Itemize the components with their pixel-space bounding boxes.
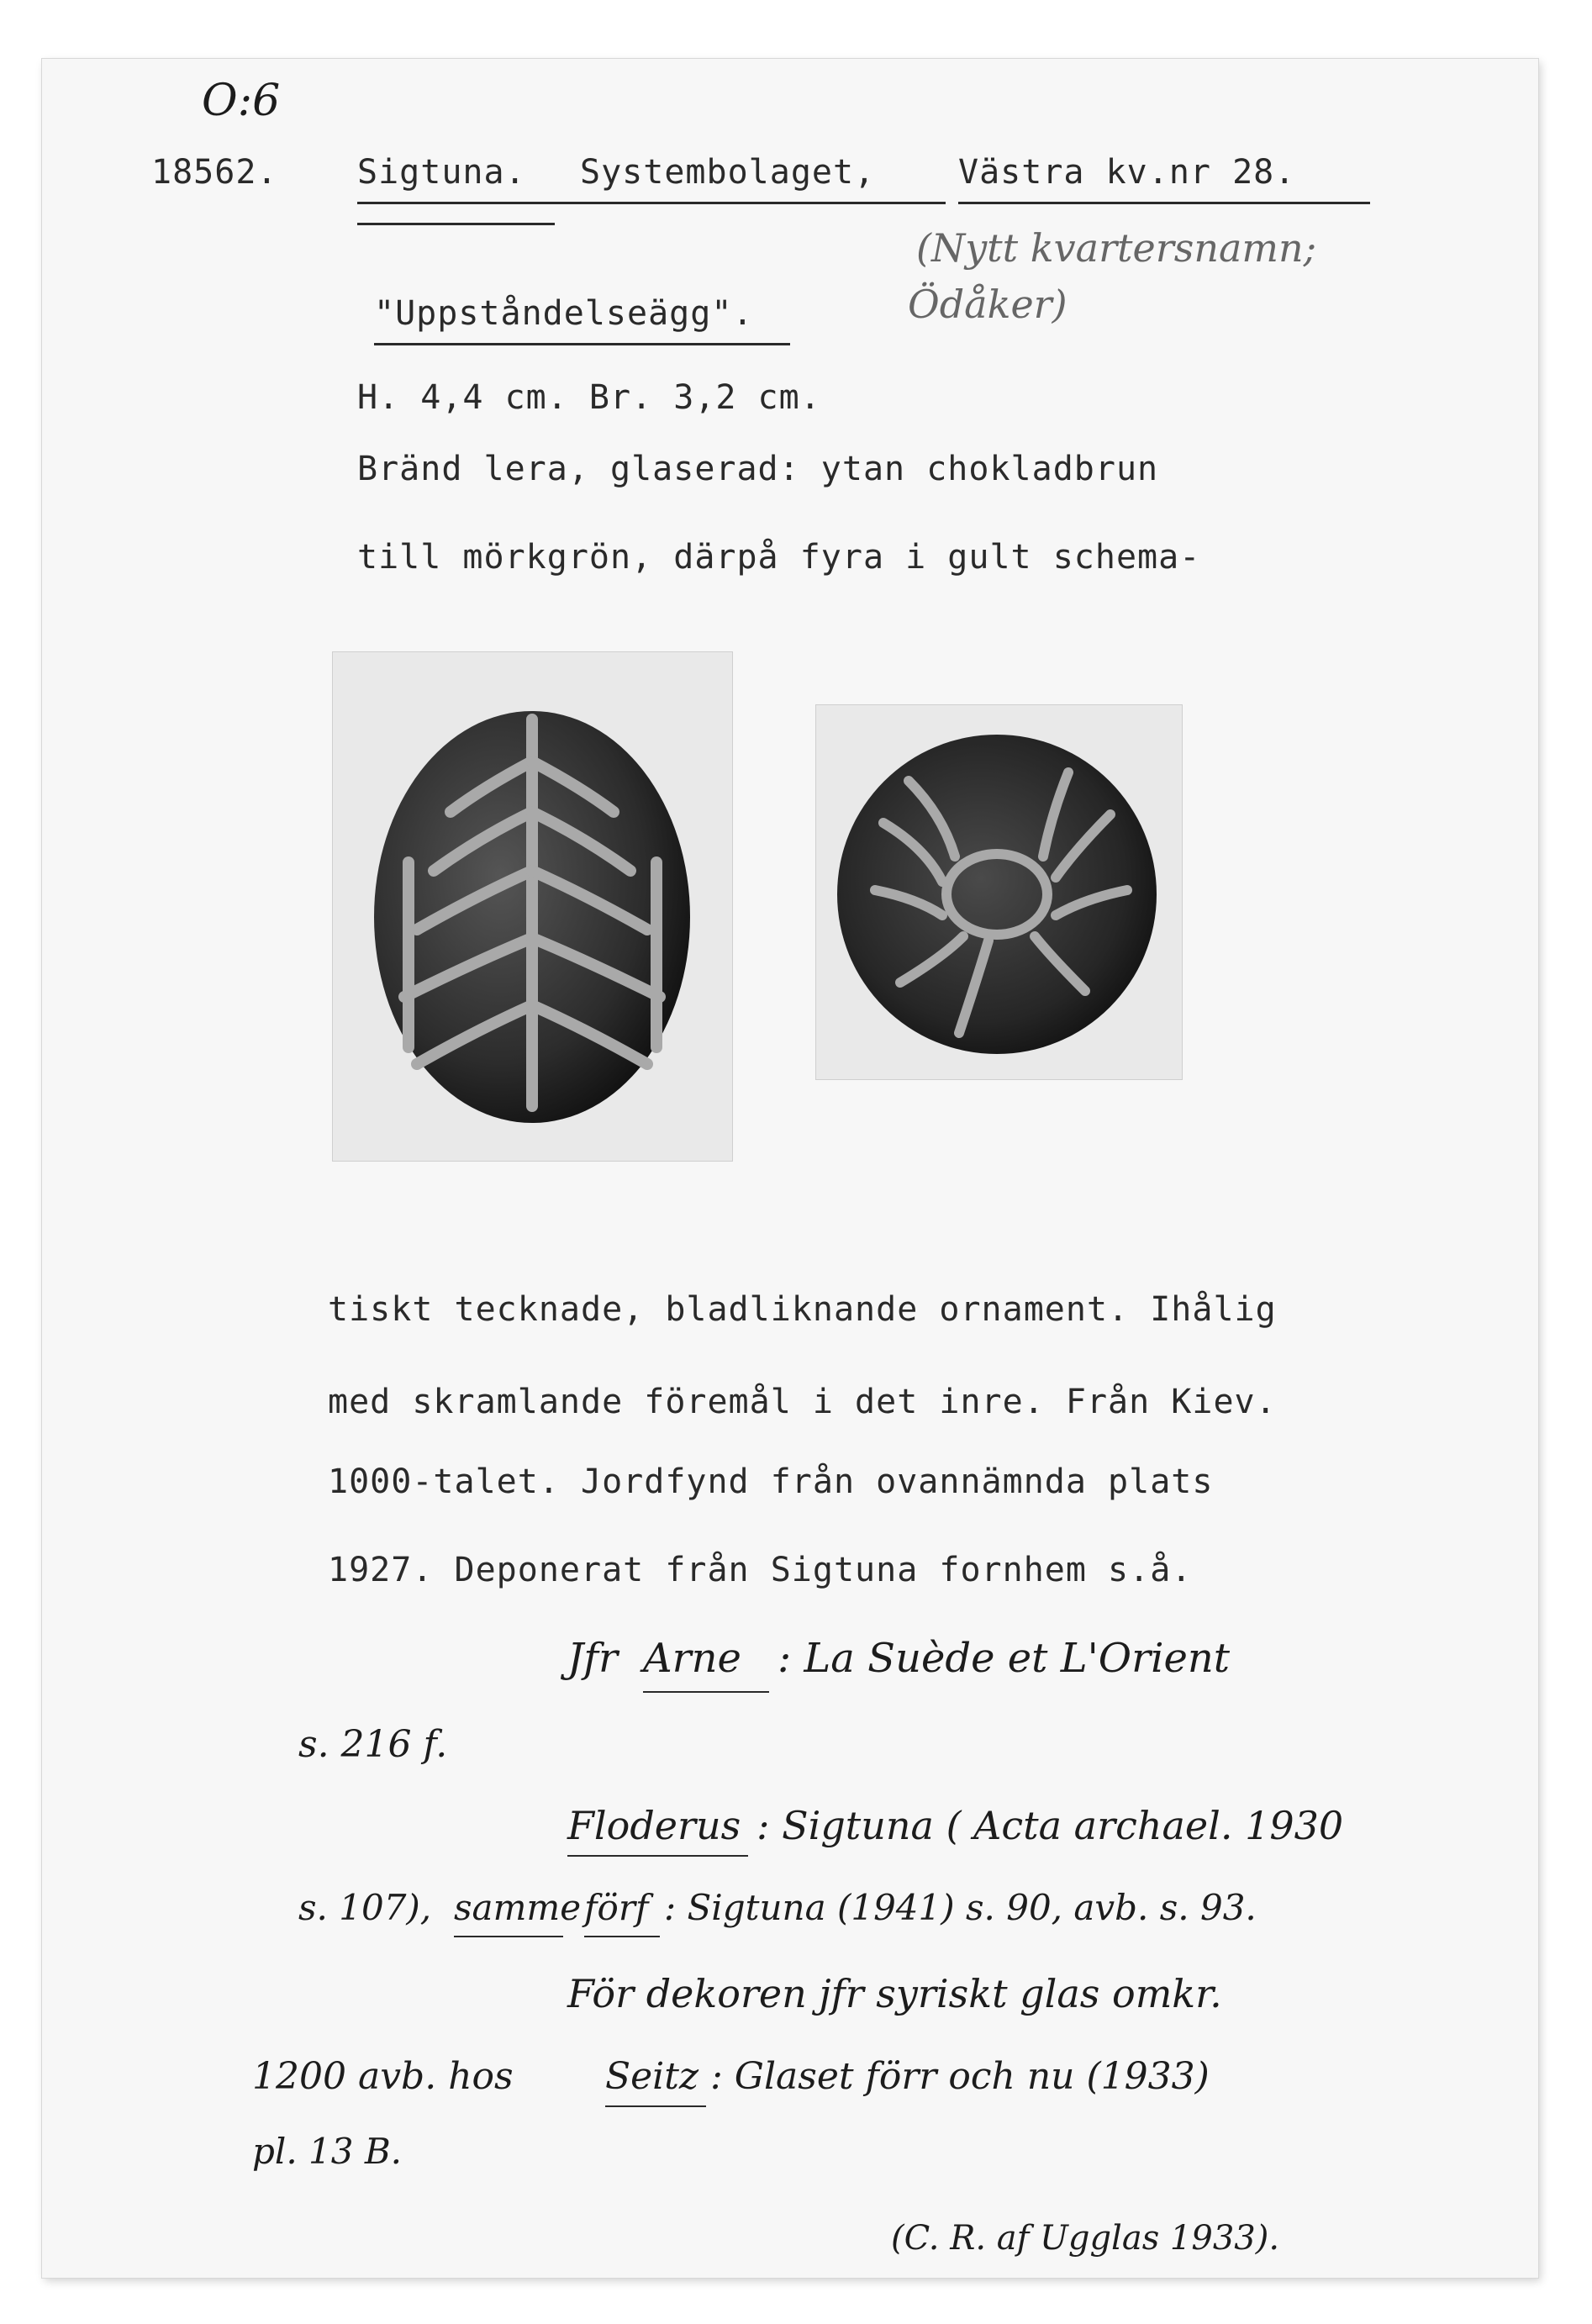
ref2-line2-b: samme [454,1887,582,1928]
ref1-author: Arne [643,1635,741,1682]
place-underline [357,223,555,225]
egg-top-drawing [816,705,1182,1079]
handnote-new-name: (Nytt kvartersnamn; [916,225,1317,271]
catalogue-number: 18562. [151,153,278,192]
egg-photo-side [332,651,733,1162]
deposit-line: 1927. Deponerat från Sigtuna fornhem s.å. [328,1551,1193,1589]
dimensions-line: H. 4,4 cm. Br. 3,2 cm. [357,378,821,417]
ref2-line2-d: : Sigtuna (1941) s. 90, avb. s. 93. [664,1887,1257,1928]
dating-line: 1000-talet. Jordfynd från ovannämnda plats [328,1462,1214,1501]
block-name: Västra kv.nr 28. [958,153,1296,192]
ref1-author-underline [643,1691,769,1693]
title-underline [374,343,790,345]
ref3-line3: pl. 13 B. [252,2131,403,2172]
ref3-line2-c: : Glaset förr och nu (1933) [710,2055,1210,2098]
ref2-title: : Sigtuna ( Acta archael. 1930 [756,1803,1344,1848]
ref3-line1: För dekoren jfr syriskt glas omkr. [567,1971,1222,2016]
ref1-page: s. 216 f. [298,1723,448,1766]
ref2-line2-a: s. 107), [298,1887,432,1928]
ornament-line: tiskt tecknade, bladliknande ornament. Ihålig [328,1290,1277,1329]
ref3-line2-a: 1200 avb. hos [252,2055,514,2098]
site-name: Systembolaget, [580,153,876,192]
ref1-prefix: Jfr [567,1635,618,1682]
ref3-seitz-underline [605,2105,706,2107]
material-line: Bränd lera, glaserad: ytan chokladbrun [357,450,1159,488]
ref2-author-underline [567,1855,748,1857]
ref3-line2-b: Seitz [605,2055,699,2098]
corner-code: O:6 [202,76,281,126]
object-title: "Uppståndelseägg". [374,294,754,333]
signature: (C. R. af Ugglas 1933). [891,2219,1280,2258]
handnote-odaker: Ödåker) [908,282,1067,327]
color-line: till mörkgrön, därpå fyra i gult schema- [357,538,1201,577]
ref2-forf-underline [584,1936,660,1937]
egg-side-drawing [333,652,732,1161]
ref1-title: : La Suède et L'Orient [778,1635,1231,1682]
egg-photo-top [815,704,1183,1080]
site-underline [357,202,946,204]
block-underline [958,202,1370,204]
hollow-line: med skramlande föremål i det inre. Från Kiev. [328,1383,1277,1421]
ref2-samme-underline [454,1936,563,1937]
place-name: Sigtuna. [357,153,526,192]
ref2-author: Floderus [567,1803,741,1848]
ref2-line2-c: förf [584,1887,649,1928]
